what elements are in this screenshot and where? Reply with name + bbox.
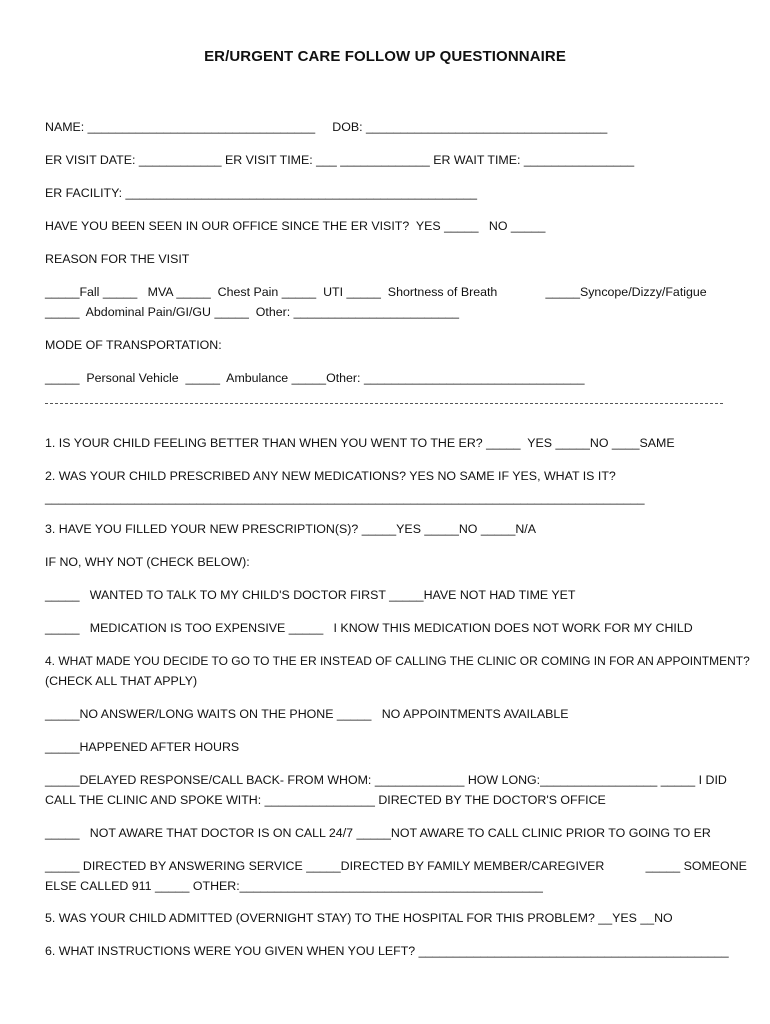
q4-option-called-clinic: CALL THE CLINIC AND SPOKE WITH: ________________ DIRECTED BY THE DOCTOR'S OFFICE [45, 793, 606, 807]
er-facility-line: ER FACILITY: ___________________________________________________ [45, 186, 478, 200]
er-visit-date-time-line: ER VISIT DATE: ____________ ER VISIT TIME: ___ _____________ ER WAIT TIME: ________________ [45, 153, 635, 167]
question-4-note: (CHECK ALL THAT APPLY) [45, 674, 198, 688]
if-no-option-1: _____ WANTED TO TALK TO MY CHILD'S DOCTOR FIRST _____HAVE NOT HAD TIME YET [45, 588, 576, 602]
q4-option-no-answer: _____NO ANSWER/LONG WAITS ON THE PHONE _____ NO APPOINTMENTS AVAILABLE [45, 707, 569, 721]
question-4: 4. WHAT MADE YOU DECIDE TO GO TO THE ER INSTEAD OF CALLING THE CLINIC OR COMING IN FOR AN APPOINTMENT? [45, 654, 750, 668]
question-6: 6. WHAT INSTRUCTIONS WERE YOU GIVEN WHEN YOU LEFT? _____________________________________________ [45, 944, 729, 958]
reason-options-line-2: _____ Abdominal Pain/GI/GU _____ Other: ________________________ [45, 305, 460, 319]
name-dob-line: NAME: _________________________________ DOB: ___________________________________ [45, 120, 608, 134]
reason-heading: REASON FOR THE VISIT [45, 252, 190, 266]
q4-option-directed: _____ DIRECTED BY ANSWERING SERVICE _____DIRECTED BY FAMILY MEMBER/CAREGIVER _____ SOMEONE [45, 859, 747, 873]
q4-option-delayed-response: _____DELAYED RESPONSE/CALL BACK- FROM WHOM: _____________ HOW LONG:_________________ _____ I DID [45, 773, 727, 787]
q4-option-not-aware: _____ NOT AWARE THAT DOCTOR IS ON CALL 24/7 _____NOT AWARE TO CALL CLINIC PRIOR TO GOING TO ER [45, 826, 711, 840]
q4-option-911-other: ELSE CALLED 911 _____ OTHER:____________________________________________ [45, 879, 543, 893]
question-2: 2. WAS YOUR CHILD PRESCRIBED ANY NEW MEDICATIONS? YES NO SAME IF YES, WHAT IS IT? [45, 469, 616, 483]
seen-in-office-line: HAVE YOU BEEN SEEN IN OUR OFFICE SINCE THE ER VISIT? YES _____ NO _____ [45, 219, 546, 233]
question-5: 5. WAS YOUR CHILD ADMITTED (OVERNIGHT STAY) TO THE HOSPITAL FOR THIS PROBLEM? __YES __NO [45, 911, 673, 925]
section-divider [45, 403, 723, 404]
document-title: ER/URGENT CARE FOLLOW UP QUESTIONNAIRE [204, 48, 566, 65]
q4-option-after-hours: _____HAPPENED AFTER HOURS [45, 740, 240, 754]
transportation-options-line: _____ Personal Vehicle _____ Ambulance _____Other: ________________________________ [45, 371, 585, 385]
question-3: 3. HAVE YOU FILLED YOUR NEW PRESCRIPTION(S)? _____YES _____NO _____N/A [45, 522, 537, 536]
question-1: 1. IS YOUR CHILD FEELING BETTER THAN WHEN YOU WENT TO THE ER? _____ YES _____NO ____SAME [45, 436, 675, 450]
reason-options-line: _____Fall _____ MVA _____ Chest Pain _____ UTI _____ Shortness of Breath _____Syncope/Dizzy/Fatigue [45, 285, 707, 299]
transportation-heading: MODE OF TRANSPORTATION: [45, 338, 222, 352]
if-no-heading: IF NO, WHY NOT (CHECK BELOW): [45, 555, 250, 569]
question-2-answer-line: _______________________________________________________________________________________ [45, 491, 645, 505]
if-no-option-2: _____ MEDICATION IS TOO EXPENSIVE _____ I KNOW THIS MEDICATION DOES NOT WORK FOR MY CHILD [45, 621, 693, 635]
